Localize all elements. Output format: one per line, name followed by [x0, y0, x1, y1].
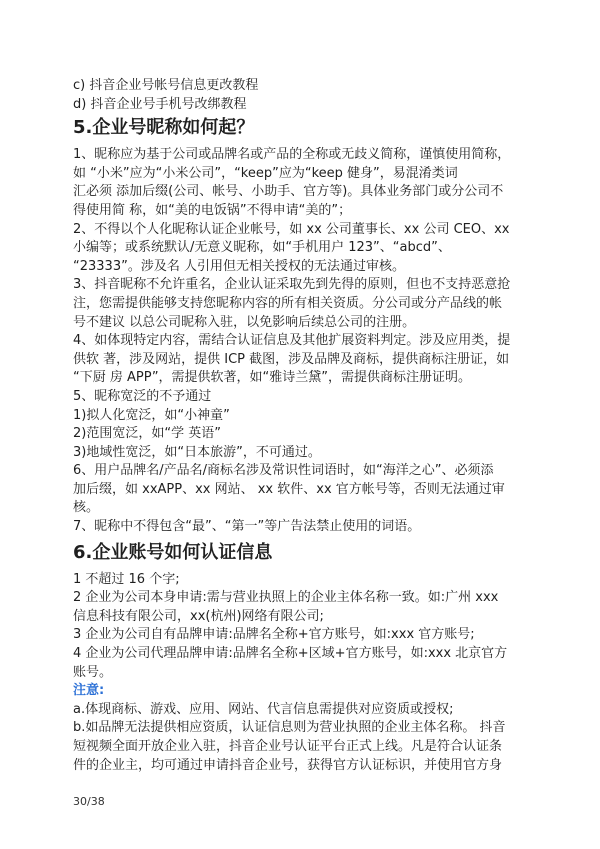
text-line: 5、昵称宽泛的不予通过: [73, 388, 212, 404]
section-heading: 6.企业账号如何认证信息: [73, 541, 273, 563]
text-line: 短视频全面开放企业入驻，抖音企业号认证平台正式上线。凡是符合认证条: [73, 739, 503, 754]
note-label: 注意:: [73, 683, 105, 699]
page-number: 30/38: [73, 795, 105, 808]
text-line: 2)范围宽泛，如“学 英语”: [73, 426, 221, 442]
text-line: a.体现商标、游戏、应用、网站、代言信息需提供对应资质或授权;: [73, 701, 454, 717]
text-line: 汇必须 添加后缀(公司、帐号、小助手、官方等)。具体业务部门或分公司不: [73, 184, 504, 200]
section-6-body: [73, 571, 543, 683]
text-line: 6、用户品牌名/产品名/商标名涉及常识性词语时，如“海洋之心”、必须添: [73, 463, 494, 479]
text-line: 1)拟人化宽泛，如“小神童”: [73, 407, 230, 423]
text-line: 账号。: [73, 664, 113, 680]
text-line: 2 企业为公司本身申请:需与营业执照上的企业主体名称一致。如:广州 xxx: [73, 590, 499, 606]
text-line: 加后缀，如 xxAPP、xx 网站、 xx 软件、xx 官方帐号等，否则无法通过审: [73, 481, 505, 497]
document-body: [73, 77, 543, 775]
text-line: 3 企业为公司自有品牌申请:品牌名全称+官方账号，如:xxx 官方账号;: [73, 627, 475, 643]
section-heading: 5.企业号昵称如何起？: [73, 117, 255, 139]
text-line: 1 不超过 16 个字;: [73, 571, 180, 587]
text-line: 注，您需提供能够支持您昵称内容的所有相关资质。分公司或分产品线的帐: [73, 295, 503, 311]
text-line: 如 “小米”应为“小米公司”，“keep”应为“keep 健身”，易混淆类词: [73, 165, 458, 181]
text-line: 信息科技有限公司，xx(杭州)网络有限公司;: [73, 608, 324, 624]
text-line: 4、如体现特定内容，需结合认证信息及其他扩展资料判定。涉及应用类，提: [73, 333, 511, 349]
text-line: 供软 著，涉及网站，提供 ICP 截图，涉及品牌及商标，提供商标注册证，如: [73, 351, 510, 367]
text-line: 4 企业为公司代理品牌申请:品牌名全称+区域+官方账号，如:xxx 北京官方: [73, 646, 508, 662]
text-line: “23333”。涉及名 人引用但无相关授权的无法通过审核。: [73, 258, 405, 274]
text-line: 小编等；或系统默认/无意义昵称，如“手机用户 123”、“abcd”、: [73, 240, 451, 256]
text-line: 号不建议 以总公司昵称入驻，以免影响后续总公司的注册。: [73, 314, 416, 330]
text-line: 1、昵称应为基于公司或品牌名或产品的全称或无歧义简称，谨慎使用简称，: [73, 147, 511, 163]
toc-item: d) 抖音企业号手机号改绑教程: [73, 96, 247, 112]
text-line: 得使用简 称，如“美的电饭锅”不得申请“美的”；: [73, 202, 352, 218]
text-line: 7、昵称中不得包含“最”、“第一”等广告法禁止使用的词语。: [73, 519, 421, 535]
text-line: 核。: [73, 500, 100, 516]
text-line: b.如品牌无法提供相应资质，认证信息则为营业执照的企业主体名称。 抖音: [73, 720, 506, 736]
text-line: 3、抖音昵称不允许重名，企业认证采取先到先得的原则，但也不支持恶意抢: [73, 277, 511, 293]
text-line: 3)地域性宽泛，如“日本旅游”，不可通过。: [73, 444, 321, 460]
section-5-body: [73, 146, 543, 536]
note-body: [73, 701, 543, 775]
text-line: “下厨 房 APP”，需提供软著，如“雅诗兰黛”，需提供商标注册证明。: [73, 370, 472, 386]
toc-item: c) 抖音企业号帐号信息更改教程: [73, 78, 259, 93]
text-line: 件的企业主，均可通过申请抖音企业号，获得官方认证标识，并使用官方身: [73, 757, 503, 773]
text-line: 2、不得以个人化昵称认证企业帐号，如 xx 公司董事长、xx 公司 CEO、xx: [73, 221, 510, 237]
